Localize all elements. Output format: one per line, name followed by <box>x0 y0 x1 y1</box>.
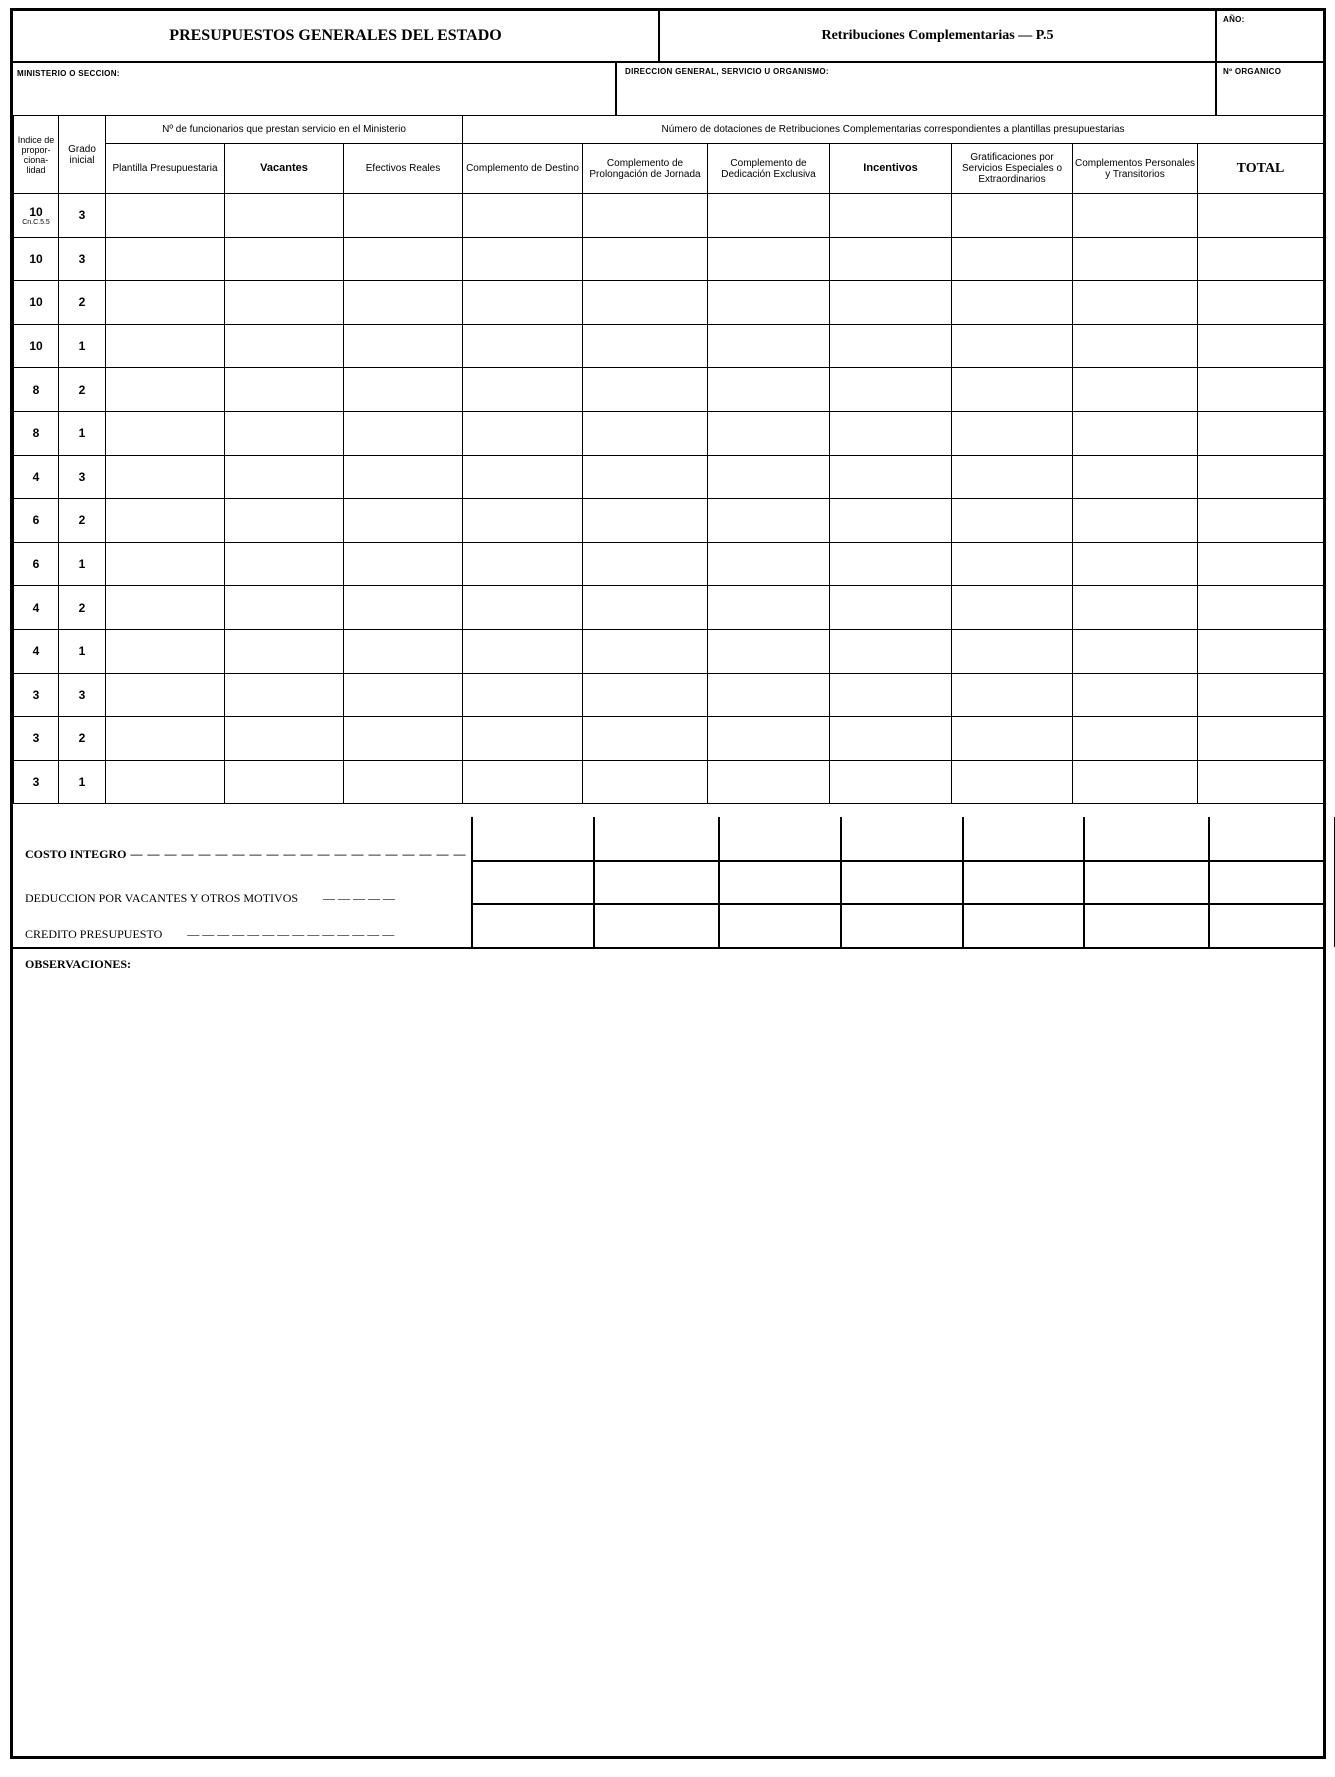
grado-cell: 2 <box>59 499 106 543</box>
entry-cell[interactable] <box>1198 499 1324 543</box>
entry-cell[interactable] <box>830 411 952 455</box>
entry-cell[interactable] <box>708 673 830 717</box>
col-grado: Grado inicial <box>59 116 106 194</box>
costo-integro-label: COSTO INTEGRO — — — — — — — — — — — — — — — — — — — — <box>25 847 467 861</box>
entry-cell[interactable] <box>1073 586 1198 630</box>
entry-cell[interactable] <box>830 717 952 761</box>
entry-cell[interactable] <box>952 673 1073 717</box>
entry-cell[interactable] <box>952 194 1073 238</box>
entry-cell[interactable] <box>463 281 583 325</box>
entry-cell[interactable] <box>463 499 583 543</box>
col-incentivos: Incentivos <box>830 144 952 194</box>
entry-cell[interactable] <box>830 281 952 325</box>
entry-cell[interactable] <box>708 194 830 238</box>
col-indice: Indice de propor- ciona- lidad <box>14 116 59 194</box>
grado-cell: 1 <box>59 760 106 804</box>
col-complemento-destino: Complemento de Destino <box>463 144 583 194</box>
table-row <box>14 760 1324 804</box>
summary-entry-cell[interactable] <box>718 903 840 946</box>
entry-cell[interactable] <box>463 411 583 455</box>
table-row <box>14 629 1324 673</box>
entry-cell[interactable] <box>583 629 708 673</box>
entry-cell[interactable] <box>106 760 225 804</box>
entry-cell[interactable] <box>708 455 830 499</box>
summary-entry-cell[interactable] <box>718 817 840 860</box>
entry-cell[interactable] <box>583 542 708 586</box>
entry-cell[interactable] <box>952 542 1073 586</box>
entry-cell[interactable] <box>1073 411 1198 455</box>
group-dotaciones: Número de dotaciones de Retribuciones Complementarias correspondientes a plantillas presupuestarias <box>463 116 1324 144</box>
entry-cell[interactable] <box>106 586 225 630</box>
table-row <box>14 717 1324 761</box>
col-complemento-dedicacion: Complemento de Dedicación Exclusiva <box>708 144 830 194</box>
summary-entry-cell[interactable] <box>473 903 593 946</box>
entry-cell[interactable] <box>583 499 708 543</box>
entry-cell[interactable] <box>463 542 583 586</box>
indice-cell: 4 <box>14 586 59 630</box>
grado-cell: 1 <box>59 542 106 586</box>
entry-cell[interactable] <box>344 586 463 630</box>
group-funcionarios: Nº de funcionarios que prestan servicio en el Ministerio <box>106 116 463 144</box>
entry-cell[interactable] <box>830 586 952 630</box>
entry-cell[interactable] <box>708 499 830 543</box>
entry-cell[interactable] <box>106 368 225 412</box>
entry-cell[interactable] <box>463 673 583 717</box>
entry-cell[interactable] <box>708 411 830 455</box>
entry-cell[interactable] <box>225 237 344 281</box>
entry-cell[interactable] <box>952 281 1073 325</box>
entry-cell[interactable] <box>106 673 225 717</box>
observaciones-label: OBSERVACIONES: <box>25 957 132 971</box>
entry-cell[interactable] <box>952 324 1073 368</box>
entry-cell[interactable] <box>344 629 463 673</box>
entry-cell[interactable] <box>463 194 583 238</box>
entry-cell[interactable] <box>225 411 344 455</box>
entry-cell[interactable] <box>225 542 344 586</box>
entry-cell[interactable] <box>225 586 344 630</box>
entry-cell[interactable] <box>344 717 463 761</box>
grado-cell: 1 <box>59 411 106 455</box>
entry-cell[interactable] <box>1073 455 1198 499</box>
entry-cell[interactable] <box>225 673 344 717</box>
indice-cell: 10 <box>14 237 59 281</box>
grado-cell: 2 <box>59 717 106 761</box>
entry-cell[interactable] <box>225 194 344 238</box>
entry-cell[interactable] <box>830 368 952 412</box>
entry-cell[interactable] <box>708 368 830 412</box>
col-total: TOTAL <box>1198 144 1324 194</box>
entry-cell[interactable] <box>1198 237 1324 281</box>
entry-cell[interactable] <box>1073 368 1198 412</box>
deduccion-label: DEDUCCION POR VACANTES Y OTROS MOTIVOS — — — — — <box>25 891 396 905</box>
entry-cell[interactable] <box>1073 237 1198 281</box>
entry-cell[interactable] <box>1198 542 1324 586</box>
entry-cell[interactable] <box>344 237 463 281</box>
year-field-label[interactable]: AÑO: <box>1223 15 1245 24</box>
indice-cell: 3 <box>14 760 59 804</box>
ministry-field-label[interactable]: MINISTERIO O SECCION: <box>17 69 120 78</box>
indice-cell: 3 <box>14 673 59 717</box>
grado-cell: 2 <box>59 368 106 412</box>
entry-cell[interactable] <box>583 237 708 281</box>
entry-cell[interactable] <box>106 455 225 499</box>
summary-entry-cell[interactable] <box>1208 817 1334 860</box>
entry-cell[interactable] <box>106 194 225 238</box>
table-row <box>14 411 1324 455</box>
entry-cell[interactable] <box>1198 629 1324 673</box>
grado-cell: 1 <box>59 629 106 673</box>
summary-entry-cell[interactable] <box>840 817 962 860</box>
entry-cell[interactable] <box>708 542 830 586</box>
entry-cell[interactable] <box>952 368 1073 412</box>
entry-cell[interactable] <box>344 673 463 717</box>
entry-cell[interactable] <box>1198 717 1324 761</box>
entry-cell[interactable] <box>1073 629 1198 673</box>
summary-entry-cell[interactable] <box>593 817 718 860</box>
summary-entry-cell[interactable] <box>473 860 593 903</box>
entry-cell[interactable] <box>830 237 952 281</box>
entry-cell[interactable] <box>463 455 583 499</box>
entry-cell[interactable] <box>583 586 708 630</box>
entry-cell[interactable] <box>1198 324 1324 368</box>
summary-entry-cell[interactable] <box>840 860 962 903</box>
entry-cell[interactable] <box>463 629 583 673</box>
entry-cell[interactable] <box>225 368 344 412</box>
grado-cell: 3 <box>59 194 106 238</box>
col-gratificaciones: Gratificaciones por Servicios Especiales o Extraordinarios <box>952 144 1073 194</box>
entry-cell[interactable] <box>463 717 583 761</box>
indice-cell: 4 <box>14 629 59 673</box>
entry-cell[interactable] <box>106 411 225 455</box>
entry-cell[interactable] <box>1073 542 1198 586</box>
entry-cell[interactable] <box>830 760 952 804</box>
entry-cell[interactable] <box>225 324 344 368</box>
entry-cell[interactable] <box>952 455 1073 499</box>
entry-cell[interactable] <box>583 324 708 368</box>
entry-cell[interactable] <box>344 455 463 499</box>
table-row <box>14 586 1324 630</box>
entry-cell[interactable] <box>830 499 952 543</box>
entry-cell[interactable] <box>225 281 344 325</box>
entry-cell[interactable] <box>1073 717 1198 761</box>
entry-cell[interactable] <box>1073 281 1198 325</box>
form-title: PRESUPUESTOS GENERALES DEL ESTADO <box>169 27 502 44</box>
entry-cell[interactable] <box>830 673 952 717</box>
entry-cell[interactable] <box>1198 455 1324 499</box>
summary-entry-cell[interactable] <box>593 903 718 946</box>
entry-cell[interactable] <box>830 455 952 499</box>
entry-cell[interactable] <box>952 411 1073 455</box>
entry-cell[interactable] <box>1198 586 1324 630</box>
summary-entry-cell[interactable] <box>962 903 1083 946</box>
indice-cell: 6 <box>14 542 59 586</box>
summary-entry-cell[interactable] <box>473 817 593 860</box>
summary-entry-cell[interactable] <box>1208 860 1334 903</box>
entry-cell[interactable] <box>1073 194 1198 238</box>
entry-cell[interactable] <box>344 324 463 368</box>
table-row <box>14 194 1324 238</box>
summary-entry-cell[interactable] <box>593 860 718 903</box>
entry-cell[interactable] <box>952 760 1073 804</box>
grado-cell: 3 <box>59 237 106 281</box>
table-row <box>14 237 1324 281</box>
entry-cell[interactable] <box>708 237 830 281</box>
direction-field-label[interactable]: DIRECCION GENERAL, SERVICIO U ORGANISMO: <box>625 67 829 76</box>
grado-cell: 3 <box>59 455 106 499</box>
summary-entry-cell[interactable] <box>1208 903 1334 946</box>
organic-number-label[interactable]: Nº ORGANICO <box>1223 67 1282 76</box>
indice-cell: 10 <box>14 281 59 325</box>
col-efectivos: Efectivos Reales <box>344 144 463 194</box>
entry-cell[interactable] <box>583 673 708 717</box>
entry-cell[interactable] <box>952 586 1073 630</box>
entry-cell[interactable] <box>583 194 708 238</box>
grado-cell: 3 <box>59 673 106 717</box>
entry-cell[interactable] <box>583 760 708 804</box>
entry-cell[interactable] <box>708 760 830 804</box>
table-row <box>14 455 1324 499</box>
indice-cell: 4 <box>14 455 59 499</box>
entry-cell[interactable] <box>225 455 344 499</box>
entry-cell[interactable] <box>463 368 583 412</box>
table-row <box>14 499 1324 543</box>
indice-cell: 3 <box>14 717 59 761</box>
entry-cell[interactable] <box>225 717 344 761</box>
indice-cell: 8 <box>14 368 59 412</box>
col-plantilla: Plantilla Presupuestaria <box>106 144 225 194</box>
entry-cell[interactable] <box>463 760 583 804</box>
summary-entry-cell[interactable] <box>718 860 840 903</box>
form-code: Retribuciones Complementarias — P.5 <box>821 28 1054 43</box>
credito-label: CREDITO PRESUPUESTO — — — — — — — — — — — — — — <box>25 927 395 941</box>
grado-cell: 2 <box>59 586 106 630</box>
entry-cell[interactable] <box>344 542 463 586</box>
summary-entry-cell[interactable] <box>1083 817 1208 860</box>
summary-block <box>13 817 1323 947</box>
entry-cell[interactable] <box>463 237 583 281</box>
table-row <box>14 673 1324 717</box>
entry-cell[interactable] <box>708 717 830 761</box>
entry-cell[interactable] <box>1198 760 1324 804</box>
entry-cell[interactable] <box>583 281 708 325</box>
indice-cell: 8 <box>14 411 59 455</box>
table-row <box>14 542 1324 586</box>
entry-cell[interactable] <box>952 629 1073 673</box>
entry-cell[interactable] <box>1073 324 1198 368</box>
entry-cell[interactable] <box>1198 411 1324 455</box>
entry-cell[interactable] <box>830 542 952 586</box>
entry-cell[interactable] <box>225 629 344 673</box>
entry-cell[interactable] <box>106 499 225 543</box>
table-row <box>14 281 1324 325</box>
entry-cell[interactable] <box>952 499 1073 543</box>
entry-cell[interactable] <box>1198 368 1324 412</box>
entry-cell[interactable] <box>344 411 463 455</box>
entry-cell[interactable] <box>463 586 583 630</box>
entry-cell[interactable] <box>1198 281 1324 325</box>
grado-cell: 1 <box>59 324 106 368</box>
indice-cell: 10 Cn.C.5.5 <box>14 194 59 238</box>
entry-cell[interactable] <box>106 717 225 761</box>
indice-cell: 10 <box>14 324 59 368</box>
entry-cell[interactable] <box>583 455 708 499</box>
entry-cell[interactable] <box>344 499 463 543</box>
entry-cell[interactable] <box>1073 499 1198 543</box>
entry-cell[interactable] <box>830 324 952 368</box>
entry-cell[interactable] <box>583 411 708 455</box>
entry-cell[interactable] <box>106 281 225 325</box>
entry-cell[interactable] <box>1073 673 1198 717</box>
entry-cell[interactable] <box>463 324 583 368</box>
entry-cell[interactable] <box>583 368 708 412</box>
col-complementos-personales: Complementos Personales y Transitorios <box>1073 144 1198 194</box>
entry-cell[interactable] <box>1198 194 1324 238</box>
entry-cell[interactable] <box>952 717 1073 761</box>
entry-cell[interactable] <box>344 760 463 804</box>
summary-entry-cell[interactable] <box>962 860 1083 903</box>
entry-cell[interactable] <box>708 324 830 368</box>
entry-cell[interactable] <box>344 368 463 412</box>
indice-cell: 6 <box>14 499 59 543</box>
summary-entry-cell[interactable] <box>962 817 1083 860</box>
entry-cell[interactable] <box>708 629 830 673</box>
entry-cell[interactable] <box>225 760 344 804</box>
col-complemento-prolongacion: Complemento de Prolongación de Jornada <box>583 144 708 194</box>
entry-cell[interactable] <box>708 281 830 325</box>
entry-cell[interactable] <box>106 542 225 586</box>
entry-cell[interactable] <box>1073 760 1198 804</box>
staff-table <box>13 115 1324 804</box>
entry-cell[interactable] <box>830 629 952 673</box>
entry-cell[interactable] <box>344 281 463 325</box>
entry-cell[interactable] <box>106 629 225 673</box>
entry-cell[interactable] <box>106 237 225 281</box>
table-row <box>14 324 1324 368</box>
summary-entry-cell[interactable] <box>840 903 962 946</box>
entry-cell[interactable] <box>344 194 463 238</box>
col-vacantes: Vacantes <box>225 144 344 194</box>
entry-cell[interactable] <box>952 237 1073 281</box>
entry-cell[interactable] <box>583 717 708 761</box>
entry-cell[interactable] <box>708 586 830 630</box>
grado-cell: 2 <box>59 281 106 325</box>
entry-cell[interactable] <box>1198 673 1324 717</box>
budget-form <box>10 8 1326 1759</box>
summary-entry-cell[interactable] <box>1083 860 1208 903</box>
summary-entry-cell[interactable] <box>1083 903 1208 946</box>
table-row <box>14 368 1324 412</box>
entry-cell[interactable] <box>106 324 225 368</box>
entry-cell[interactable] <box>225 499 344 543</box>
entry-cell[interactable] <box>830 194 952 238</box>
